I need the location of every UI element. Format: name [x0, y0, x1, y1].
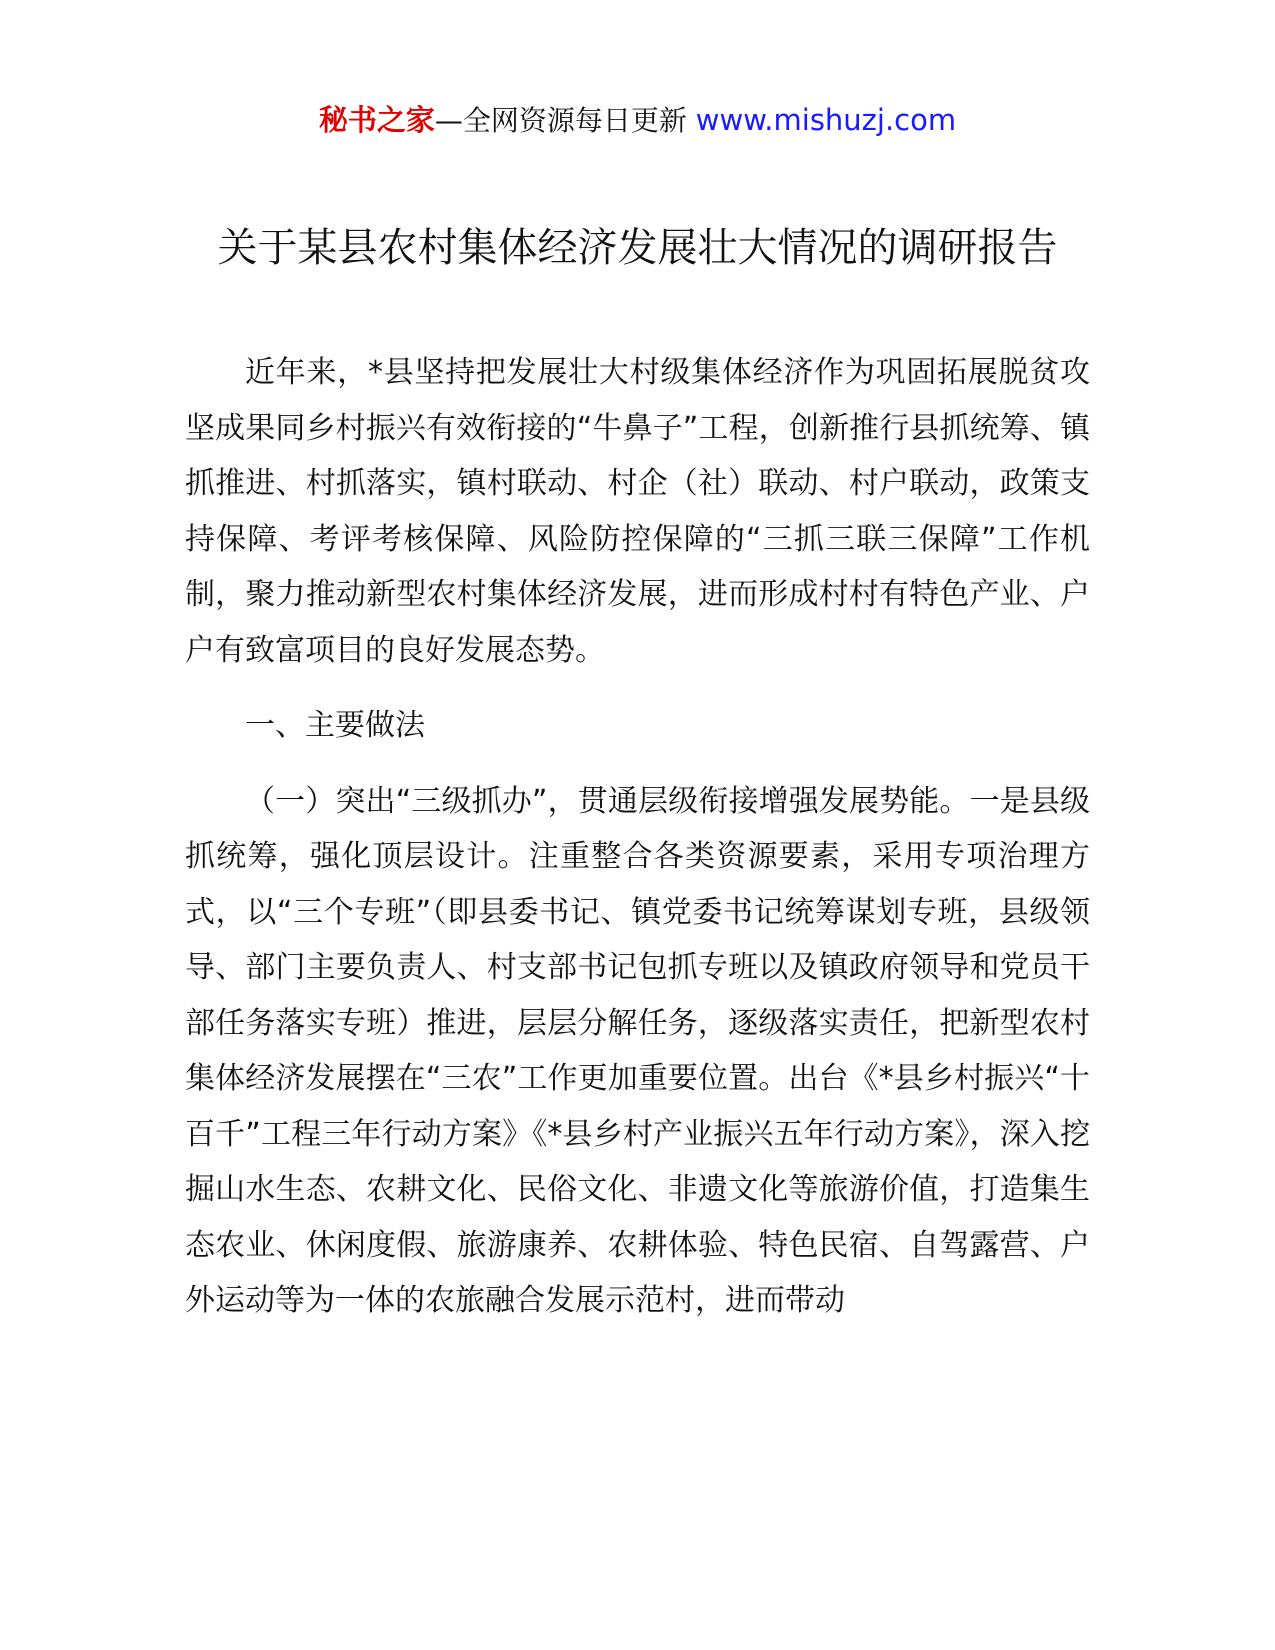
site-url[interactable]: www.mishuzj.com — [695, 103, 957, 137]
site-brand: 秘书之家 — [318, 103, 435, 137]
document-body — [185, 345, 1090, 1329]
document-title: 关于某县农村集体经济发展壮大情况的调研报告 — [217, 225, 1058, 271]
paragraph-intro: 近年来，*县坚持把发展壮大村级集体经济作为巩固拓展脱贫攻坚成果同乡村振兴有效衔接的“牛鼻子”工程，创新推行县抓统筹、镇抓推进、村抓落实，镇村联动、村企（社）联动、村户联动，政策支持保障、考评考核保障、风险防控保障的“三抓三联三保障”工作机制，聚力推动新型农村集体经济发展，进而形成村村有特色产业、户户有致富项目的良好发展态势。 — [185, 355, 1090, 668]
site-header — [0, 100, 1275, 141]
paragraph-section-1: （一）突出“三级抓办”，贯通层级衔接增强发展势能。一是县级抓统筹，强化顶层设计。注重整合各类资源要素，采用专项治理方式，以“三个专班”（即县委书记、镇党委书记统筹谋划专班，县级领导、部门主要负责人、村支部书记包抓专班以及镇政府领导和党员干部任务落实专班）推进，层层分解任务，逐级落实责任，把新型农村集体经济发展摆在“三农”工作更加重要位置。出台《*县乡村振兴“十百千”工程三年行动方案》《*县乡村产业振兴五年行动方案》，深入挖掘山水生态、农耕文化、民俗文化、非遗文化等旅游价值，打造集生态农业、休闲度假、旅游康养、农耕体验、特色民宿、自驾露营、户外运动等为一体的农旅融合发展示范村，进而带动 — [185, 783, 1090, 1318]
section-heading: 一、主要做法 — [245, 708, 425, 743]
site-slogan: —全网资源每日更新 — [434, 104, 696, 137]
